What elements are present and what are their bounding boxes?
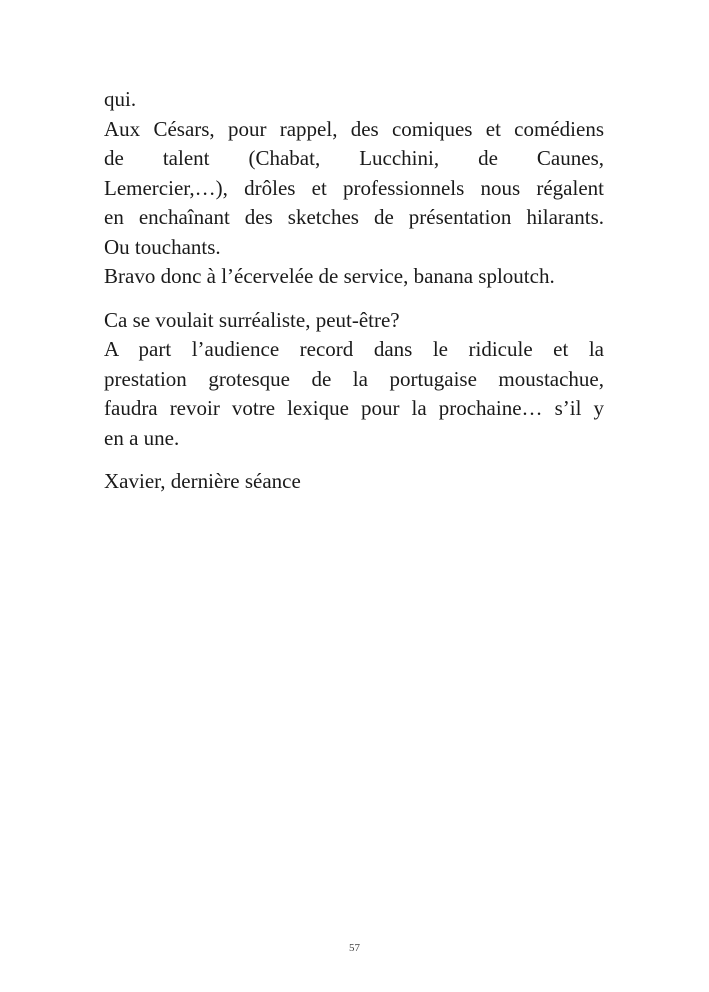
page-number: 57 (349, 942, 360, 954)
text-line: prestation grotesque de la portugaise moustachue, (104, 366, 604, 391)
body-text (104, 85, 604, 511)
text-line: de talent (Chabat, Lucchini, de Caunes, (104, 146, 604, 170)
text-line: en enchaînant des sketches de présentation hilarants. (104, 205, 604, 229)
text-line: A part l’audience record dans le ridicule et la (104, 337, 604, 361)
text-line: Aux Césars, pour rappel, des comiques et comédiens (104, 116, 604, 141)
text-line: Bravo donc à l’écervelée de service, banana sploutch. (104, 264, 555, 288)
text-line: en a une. (104, 425, 180, 450)
paragraph (104, 85, 604, 292)
text-line: faudra revoir votre lexique pour la prochaine… s’il y (104, 396, 604, 420)
signature-line: Xavier, dernière séance (104, 469, 301, 493)
text-line: Lemercier,…), drôles et professionnels nous régalent (104, 175, 604, 200)
text-line: qui. (104, 87, 137, 111)
signature-paragraph (104, 467, 604, 497)
text-line: Ou touchants. (104, 234, 221, 259)
text-line: Ca se voulait surréaliste, peut-être? (104, 307, 400, 332)
paragraph (104, 306, 604, 454)
